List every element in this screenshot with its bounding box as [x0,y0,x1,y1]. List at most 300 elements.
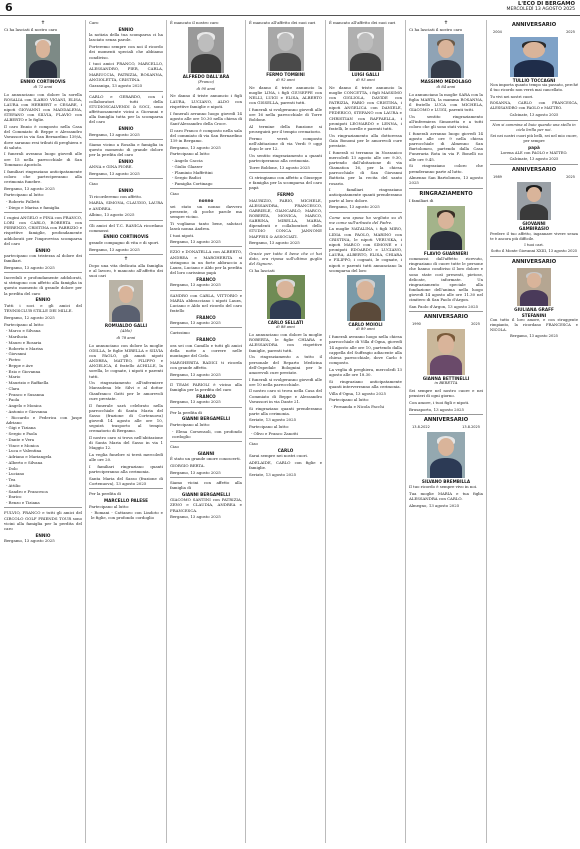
notice-text: Al termine della funzione si proseguirà per il tempio crematorio. [249,123,322,135]
notice-text: Per la perdita di [170,409,202,415]
notice-text: Carissimo [170,330,190,336]
mourner: - Roberto Falletti [6,199,40,205]
portrait-photo [517,182,551,220]
deceased-name: CARLO [277,447,294,453]
notice-text: Per la perdita di [89,491,121,497]
deceased-name: ENNIO [118,188,134,194]
notice-text: SANDRO con CARLA, VITTORIO e MARIA abbracciano i nipoti Laura, Luciano e Aldo nel ricordo del caro fratello [170,292,242,314]
place-date: Bergamo, 13 agosto 2025 [170,514,221,520]
notice-text: Lorena ALE con PAOLO e MATTEO. [500,150,568,155]
notice-text: Dopo una vita dedicata alla famiglia e al lavoro, è mancato all'affetto dei suoi cari [89,262,163,279]
notice-text: La veglia di preghiera, mercoledì 13 agosto alle ore 18.30. [329,366,402,377]
divider [89,139,163,140]
mourner: - Marco e Silvana [6,328,41,334]
divider [4,272,82,273]
notice-text: Il funerale sarà celebrato nella parrocchiale di Santa Maria del Sasso (frazione di Cortenuova) giovedì 14 agosto alle ore 10, seguirà trasporto al tempio crematorio di Bergamo. [89,402,163,434]
notice-text: Ciao [170,443,179,449]
place-date: Calcinate, 13 agosto 2025 [509,112,559,117]
divider [409,414,483,415]
mourner: - Vince e Monica [6,442,39,448]
divider [170,188,242,189]
portrait-photo [26,34,60,78]
deceased-name: LUIGI GALLI [351,72,380,78]
section-title: ANNIVERSARIO [511,258,557,265]
deceased-name: ENNIO [35,247,51,253]
newspaper-name: L'ECO DI BERGAMO [517,1,575,7]
cross-icon: ✝ [40,20,46,26]
notice-text: Partecipano al lutto: [329,397,370,403]
notice-text: Increduli e profondamente addolorati, si stringono con affetto alla famiglia in questo momento di grande dolore per la perdita del caro [4,275,82,296]
portrait-photo [267,275,305,319]
mourner: - Diego e Marisa e famiglia [6,204,60,210]
notice-text: Fermo verrà composto nell'abitazione di via Verdi 9 oggi dopo le ore 12. [249,135,322,152]
notice-text: Lo annunciano la moglie SARA con la figlia MARTA, la mamma ROSANNA, il fratello LUCA con MICHELA, GIACOMO e LUIGI, parenti tutti. [409,91,483,113]
portrait-photo [427,432,465,478]
portrait-photo [268,27,304,71]
married-name: in BERETTA [434,381,458,386]
place-date: Bergamo, 13 agosto 2025 [4,538,55,544]
notice-text: Lo annunciano con dolore la moglie ROBERTA, le figlie CHIARA e ALESSANDRA con rispettive famiglie, parenti tutti. [249,332,322,353]
notice-text: Siamo vicino a Rosalia e famiglia in questo momento di grande dolore per la perdita del caro [89,141,163,158]
notice-text: I funerali avranno luogo giovedì 14 agosto alle ore 10.30 nella chiesa di Sant'Alessandro della Croce. [170,110,242,126]
notice-text: Ciao [170,191,179,197]
notice-text: Un sentito ringraziamento a quanti parteciperanno alla cerimonia. [249,152,322,163]
intro-text: Ci ha lasciati [249,267,275,273]
notice-text: Sei nei nostri cuori più belli, sei nel mio cuore, per sempre [490,134,578,144]
cross-icon: ✝ [123,255,129,262]
deceased-name: GIOVANNI [522,220,546,226]
mourner: - Franco e Susanna [6,391,45,397]
column-3 [170,20,242,845]
place-date: Sotto il Monte Giovanni XXIII, 13 agosto 2025 [490,248,578,253]
divider [249,248,322,249]
mourner: - Giovanni [6,351,27,357]
notice-text: I funerali avranno luogo giovedì alle ore 15 nella parrocchiale di San Tommaso Apostolo. [4,151,82,167]
notice-text: EZIO e DONATELLA con ALBERTO, ANDREA e MARGHERITA si stringono in un forte abbraccio a Laura, Luciano e Aldo per la perdita del loro carissimo papà [170,249,242,276]
portrait-photo [510,37,558,77]
divider [89,91,163,92]
notice-text: Ne danno il triste annuncio i figli LAURA, LUCIANO, ALDO con rispettive famiglie e nipoti. [170,93,242,109]
portrait-photo [427,329,465,375]
place-date: Torre Boldone, 13 agosto 2025 [249,164,310,170]
notice-text: partecipano con tristezza al dolore dei familiari. [4,253,82,264]
notice-text: Sei sempre nel nostro cuore e nei pensieri di ogni giorno. [409,388,483,399]
age-text: di 92 anni [276,77,295,82]
notice-text: Sarai sempre nei nostri cuori. [249,453,308,459]
column-separator [486,20,487,843]
column-4 [249,20,322,845]
column-separator [325,20,326,843]
mourner: - Elena Corsensoli, con profondo cordoglio [172,428,242,439]
mourner: - Attilio [6,482,21,488]
deceased-name: ENNIO [118,158,134,164]
notice-text: Ci stringiamo con affetto a Giuseppe e famiglia per la scomparsa del caro papà [249,174,322,191]
page-number: 6 [5,1,13,14]
notice-text: ANNA e GINA FIORE. [89,164,133,170]
notice-text: MAURIZIO, FABIO, MICHELE, ALESSANDRA, FRANCESCO, GABRIELE, GIANCARLO, MARCO, ROBERTA, MONICA, MARCO, SABRINA, MIRELLA, MARIA, dipendenti e collaboratori dello STUDIO CONCA JANNONE MAFFEIS & ASSOCIATI. [249,197,322,239]
place-date: Bergamo, 13 agosto 2025 [89,246,140,252]
deceased-name: ENNIO CORTINOVIS [20,79,66,85]
divider [490,256,578,257]
date-to: 13.8.2025 [462,424,480,429]
mourner: - Tea [6,477,16,483]
date-to: 2025 [471,322,480,327]
place-date: Bergamo, 13 agosto 2025 [170,371,221,377]
section-title: RINGRAZIAMENTO [419,190,473,197]
notice-text: Ciao [89,181,98,187]
mourner: - Adriano e Mariangela [6,454,52,460]
divider [409,188,483,189]
intro-text: Ci ha lasciati il nostro caro [4,27,58,32]
column-2 [89,20,163,845]
place-date: Almegno, 13 agosto 2025 [409,502,460,508]
notice-text: La veglia funebre si terrà mercoledì alle ore 20. [89,452,163,463]
divider [89,488,163,489]
notice-text: ROSANNA, CARLO con FRANCESCA, ALESSANDRO con PAOLO e MATTEO. [490,101,578,111]
notice-text: commossi dall'affetto ricevuto, ringraziano di cuore tutte le persone che hanno condiviso il loro dolore e sono state così presenti, pietose, delicate, informate. Un ringraziamento speciale alla fondazione dell'anima nella luogo giovedì 14 agosto alle ore 11.30 nel cimitero di San Paolo d'Argon. [409,256,483,303]
place-date: Bergamo, 13 agosto 2025 [89,131,140,137]
place-date: Bergamo, 13 agosto 2025 [170,144,221,150]
notice-text: Ne danno il triste annuncio la moglie CONCETTA, i figli MASSIMO con GIGLIOLA, DAVIDE con PATRIZIA, FABIO con CRISTINA, i nipoti ANGELICA con DANIELE, FEDERICO, STEFANO con LAURA e CHRISTIAN con RAFFAELLA, i pronipoti LEONARDO e LENNA, i fratelli, le sorelle e parenti tutti. [329,84,402,131]
place-date: Bergamo, 13 agosto 2025 [509,334,559,339]
mourner: - Luca e Valentina [6,448,42,454]
mourner: - Alberto e Silvana [6,459,43,465]
place-date: Bergamo, 13 agosto 2025 [4,265,55,270]
deceased-name: FRANCO [196,393,216,399]
divider [4,212,82,213]
mourner: - Antonio e Giovanna [6,408,48,414]
notice-text: Partecipano al lutto: [170,421,211,427]
header-right [507,1,576,12]
notice-text: Il caro Franco è composto nella sala del commiato di via San Bernardino 139 in Bergamo. [170,127,242,143]
divider [89,220,163,221]
place-date: Santa Maria del Sasso (frazione di Cortenuova), 13 agosto 2025 [89,475,163,487]
column-separator [166,20,167,843]
section-title: ANNIVERSARIO [423,314,469,321]
mourner: - Olivo e Franco Zanotti [251,430,298,436]
divider [170,441,242,442]
notice-text: Partecipano al lutto: [4,192,45,198]
date-from: 13.8.2022 [412,424,430,429]
notice-text: I tuoi cari. [524,242,544,247]
column-5 [329,20,402,845]
date-from: 1990 [412,322,421,327]
mourner: - Enrico [6,494,22,500]
place-date: Bergamo, 13 agosto 2025 [329,204,380,210]
notice-text: La moglie NATALINA, i figli MIRO, LIDIA con PAOLO, MARINO con CRISTINA, le nipoti VERUSKA, i nipoti MARCO con SIMONE e i pronipoti EDOARDO e LUCIANO, LAURA, ALBERTO, ELISA, CHIARA e FILIPPO, i cognati, le cognate, i nipoti e parenti tutti annunciano la scomparsa del loro [329,226,402,273]
mourner: - Flaminio Maffettini [172,169,213,175]
deceased-name: papà [528,145,540,151]
anniversary-dates [409,425,483,430]
divider [170,246,242,247]
notice-text: Partecipano al lutto: [249,424,290,430]
notice-text: Con tutto il loro amore, e con struggente rimpianto, la ricordano FRANCESCA e NICOLA. [490,318,578,333]
anniversary-dates [490,175,578,180]
mourner: - Sandro e Francesca [6,488,48,494]
divider [170,327,242,328]
notice-text: Si ringraziano coloro che prenderanno parte al lutto. [409,163,483,174]
deceased-name: CARLO SELLATI [267,319,304,325]
mourner: - Sergio e Paola [6,431,37,437]
age-text: di 90 anni [196,86,216,91]
place-date: Villa d'Ogna, 13 agosto 2025 [329,390,386,396]
mourners-list [4,328,82,505]
mourner: - Riccardo e Federica con Jaspe Adriano [6,414,82,425]
deceased-name: GIANNI BERGAMELLI [181,416,231,422]
section-title: ANNIVERSARIO [423,417,469,424]
mourner: - Roberto e Marisa [6,345,43,351]
deceased-name: GIANNI BERGAMELLI [181,491,231,497]
mourner: - Ezio e Giovanna [6,368,41,374]
mourner: - Giulio Glazzer [172,163,203,169]
notice-text: Non importa quanto tempo sia passato, perché il tuo ricordo non verrà mai cancellato. [490,83,578,93]
mourner: - Dolo [6,465,18,471]
quote-text: Non si cammina al buio quando una stella in cielo brilla per noi. [492,122,576,132]
mourners-list [170,158,242,186]
divider [170,477,242,478]
place-date: Seriate, 13 agosto 2025 [249,472,297,478]
notice-text: Caro [89,20,99,25]
divider [490,120,578,121]
section-title: ANNIVERSARIO [511,166,557,173]
age-text: di 72 anni [33,84,53,89]
divider [249,438,322,439]
divider [170,407,242,408]
sidebar [490,20,578,845]
divider [249,172,322,173]
notice-text: FULVIO, FRANCO e tutti gli amici del CIRCOLO GOLF FRIENDS TOUR sono vicini alla famiglia per la perdita del caro [4,510,82,531]
place-date: Bergamo, 13 agosto 2025 [170,469,221,475]
notice-text: MARGHERITA RADICI ti ricorda con grande affetto. [170,359,242,370]
portrait-photo [348,27,384,71]
notice-text: I tuoi amici FRANCO, MARCELLO, ALESSANDRO, PIER, CARLA, MARIUCCIA, PATRIZIA, ROSANNA, ANGIOLETTA, CRISTINA. [89,61,163,82]
notice-text: Ti ricorderemo con affetto. [89,193,143,199]
deceased-surname: STEFANINI [521,312,547,318]
place-date: Calcinate, 13 agosto 2025 [509,156,559,161]
notice-text: Un ringraziamento a tutto il personale del Reparto Medicina dell'Ospedale Bolognini per le amorevoli cure prestate. [249,354,322,375]
notice-text: MARIA, SIMONA, CLAUDIO, LAURA e ANDREA. [89,200,163,211]
notice-text: Il caro Ennio è composto nella Casa del Commiato di Beppe e Alessandro Vavassori in via San Bernardino 139/A, dove saranno resi tributi di preghiera e di saluto. [4,124,82,150]
place-date: Bergamo, 12 agosto 2025 [4,314,55,320]
mourner: - Maurizio e Raffaella [6,380,49,386]
divider [89,254,163,255]
notice-text: grande compagno di vita e di sport. [89,239,160,245]
column-6 [409,20,483,845]
place-date: Gazzaniga, 13 agosto 2025 [89,83,143,89]
notice-text: ora sei con Camillo e tutti gli amici della notte a correre nelle montagne del Cielo. [170,342,242,359]
notice-text: Il tuo ricordo è sempre vivo in noi. [409,484,478,490]
place-date: Bergamo, 13 agosto 2025 [4,185,55,191]
anniversary-dates [490,30,578,35]
portrait-photo [427,206,465,250]
notice-text: GIACOMO SANTINI con PATRIZIA, ZENO e CLAUDIA, ANDREA e FRANCESCA. [170,497,242,513]
divider [89,178,163,179]
mourner: - Pietro [6,357,21,363]
notice-text: CARLO e GERARDO, con i collaboratori tutti della STUDIOSCALVENDI & SOCI, sono affettuosamente vicini a Giovanni e alla famiglia tutta per la scomparsa del caro [89,93,163,125]
deceased-name: CARLO MOIOLI [348,321,383,327]
section-title: ANNIVERSARIO [511,22,557,28]
deceased-name: MASSIMO MEDOLAGO [420,79,472,85]
notice-text: I funerali si svolgeranno giovedì alle ore 16 nella parrocchiale di Torre Boldone. [249,106,322,123]
page-header [0,0,580,16]
deceased-name: GIULIANA GRAFF [514,306,554,312]
notice-text: I tuoi nipoti. [170,232,195,238]
age-text: di 88 anni [276,325,295,330]
deceased-name: ENNIO [35,532,51,538]
mourner: - Mauro e Rosaria [6,339,42,345]
deceased-name: FERMO [277,191,294,197]
deceased-name: ENNIO CORTINOVIS [103,234,149,240]
column-1 [4,20,82,845]
deceased-name: ENNIO [118,26,134,32]
intro-text: Ci ha lasciati il nostro caro [409,27,463,32]
notice-text: I funerali avranno luogo giovedì 14 agosto alle ore 9 nella chiesa parrocchiale di Almenno San Bartolomeo, partendo dalla Casa Funeraria Rota in via F. Bonelli no alle ore 9.45. [409,130,483,162]
deceased-name: FRANCO [196,337,216,343]
mourner: - Dante e Vera [6,436,35,442]
notice-text: I familiari ringraziano anticipatamente quanti prenderanno parte al loro dolore. [329,187,402,203]
notice-text: Lo annunciano con dolore la sorella ROSALIA con ILARIO VIGANI, ELISA, LAURA con HERBERT e CESARE, i nipoti GIOVANNI con MADDALENA, STEFANO con SILVIA, FLAVIO con ALBERTO e le figlie. [4,91,82,123]
portrait-photo [428,34,464,78]
deceased-name: GIANNA BETTINELLI [422,375,470,381]
place-date: Bergamo, 13 agosto 2025 [170,239,221,245]
mourner: - Marilucia [6,334,28,340]
intro-text: È mancato all'affetto dei suoi cari [329,20,396,25]
notice-text: Perdere il tuo affetto, ingannare vivere senza te è ancora più difficile. [490,231,578,241]
deceased-surname: GAMBIRASIO [518,226,550,232]
divider [170,379,242,380]
quote-text: Grazie per tutto il bene che ci hai dato, ora riposa sull'ultima guglia del Signore. [249,250,322,266]
notice-text: Gli amici del T.C. RANICA ricordano commossi [89,222,163,233]
notice-text: Un ringraziamento alla dottoressa Gaia Bonomi per le amorevoli cure prestate. [329,132,402,148]
deceased-name: ROMUALDO GALLI [104,323,148,329]
issue-date: MERCOLEDÌ 13 AGOSTO 2025 [506,7,575,12]
portrait-photo [517,268,551,306]
date-from: 2004 [493,30,502,35]
deceased-name: FRANCO [196,314,216,320]
deceased-name: TULLIO TOCCAGNI [512,77,556,83]
date-from: 1989 [493,174,502,179]
notice-text: Un sentito ringraziamento all'infermiera Simonetta e a tutti coloro che gli sono stati vicini. [409,113,483,130]
portrait-photo [188,27,224,73]
divider [490,164,578,165]
notice-text: Il nostro caro si trova nell'abitazione di Santa Maria del Sasso in via 1 Maggio 12. [89,435,163,451]
date-to: 2025 [566,174,575,179]
deceased-name: MARCELLO PALESE [103,498,149,503]
intro-text: È mancato all'affetto dei suoi cari [249,20,316,25]
mourner: - Famiglia Cortinago [172,181,213,187]
deceased-name: ENNIO [118,126,134,132]
notice-text: Con amore, i tuoi figli e nipoti. [409,400,470,406]
notice-text: I cugini ANGELO e PINA con FRANCO, LORI con CARLO, ROBERTA con PIERENZO, CRISTINA con FABRIZIO e rispettive famiglie, profondamente addolorati per l'improvvisa scomparsa del caro [4,215,82,246]
portrait-photo [347,275,385,321]
mourner: - Angelo Caccia [172,158,203,164]
notice-text: Il nostro caro si trova nella Casa del Commiato di Beppe e Alessandro Vavassori in via Dante 21. [249,388,322,404]
notice-text: Siamo vicini con affetto alla famiglia di [170,479,242,490]
mourner: - Luciano [6,471,25,477]
notice-text: I funerali avranno luogo nella chiesa parrocchiale di Villa d'Ogna, giovedì 14 agosto alle ore 10, partendo dalla cappella del Suffragio adiacente alla chiesa parrocchiale, dove Carlo è composto. [329,334,402,366]
mourner: - Renzo e Tiziana [6,500,40,506]
age-text: di 78 anni [116,335,136,340]
notice-text: Tu vivi nei nostri cuori. [490,94,534,99]
mourner: - Romani - Cattaneo con Lindoto e le figlie, con profondo cordoglio [91,510,163,521]
place-date: Bergamo, 13 agosto 2025 [170,282,221,288]
deceased-name: GIANNI [197,450,215,456]
place-date: Bergamo, 13 agosto 2025 [89,171,140,177]
age-text: di 93 anni [356,77,375,82]
notice-text: I familiari ringraziano quanti parteciperanno alla cerimonia. [89,464,163,475]
notice-text: Partecipano al lutto: [89,503,130,509]
deceased-name: FLAVIO GUARNIERI [423,250,469,256]
cross-icon: ✝ [443,20,449,26]
anniversary-dates [409,322,483,327]
portrait-photo [109,280,143,322]
mourner: - Paola [6,397,20,403]
column-separator [85,20,86,843]
notice-text: Ne danno il triste annuncio la moglie LINA, i figli GIUSEPPE con NELLI, LUIGI e ELISA, ALBERTO con GISSELLA, parenti tutti. [249,84,322,106]
notice-text: I funerali si terranno in Nozzanico mercoledì 13 agosto alle ore 9.30, partendo dall'abitazione di via Giamatica 16, per la chiesa parrocchiale di San Giovanni Battista per la recita del santo rosario. [329,149,402,186]
place-date: Seriate, 13 agosto 2025 [249,417,297,423]
notice-text: Un ringraziamento all'infermiere Marzadena Mr. Silvi e al dottor Gianfranco Gatti per le amorevoli cure prestate. [89,380,163,401]
notice-text: Porteremo sempre con noi il ricordo dei momenti speciali che abbiamo condiviso. [89,44,163,60]
deceased-name: ENNIO [35,297,51,303]
deceased-name: FERMO TOMBINI [266,72,305,78]
place-date: Almenno San Bartolomeo, 13 agosto 2025 [409,175,483,186]
notice-text: È stato un grande onore conoscerti. [170,456,241,462]
place-date: Brusaporto, 13 agosto 2025 [409,406,464,412]
notice-text: Si ringraziano anticipatamente quanti interverranno alla cerimonia. [329,378,402,389]
divider [4,507,82,508]
deceased-name: FRANCO [196,276,216,282]
mourners-list [4,199,82,210]
nickname: (Aldo) [120,328,132,333]
notice-text: Partecipano al lutto: [170,151,211,157]
notice-text: Lo annunciano con dolore la moglie ODILLA, le figlie MIRELLA e SILVIA con PAOLO, gli amati nipoti ANDREA, MATTEO, FILIPPO e ANGELICA, il fratello ACHILLE, la sorella, le cognate, i nipoti e parenti tutti. [89,342,163,379]
quote-text: Come una sposa ha vegliato su di me come sull'arbusto del Padre. [329,214,402,225]
notice-text: ADELAIDE, CARLO con figlie e famiglie. [249,460,322,471]
mourner: - Mario [6,374,21,380]
notice-text: I familiari di [409,198,434,204]
intro-text: È mancato il nostro caro [170,20,219,25]
mourner: - Fernanda e Nicola Facchi [331,404,384,410]
notice-text: Si ringraziano quanti prenderanno parte alla cerimonia. [249,405,322,416]
divider [409,311,483,312]
mourner: - Sergio Badici [172,175,202,181]
place-date: Bergamo, 13 agosto 2025 [170,320,221,326]
notice-text: Il TEAM FARIOLI è vicino alla famiglia per la perdita del caro [170,381,242,393]
date-to: 2025 [566,30,575,35]
place-date: San Paolo d'Argon, 13 agosto 2025 [409,304,479,310]
place-date: Albino, 13 agosto 2025 [89,212,135,218]
notice-text: Tutti i soci e gli amici del TENNISCLUB STILLE DEI MILLE. [4,302,82,314]
notice-text: Partecipano al lutto: [4,321,45,327]
divider [329,212,402,213]
notice-text: sei stato un nonno davvero presente, di poche parole ma sempre vicino. [170,203,242,219]
mourner: - Beppe e Ave [6,362,33,368]
mourner: - Gigi e Tiziana [6,425,36,431]
age-text: di 84 anni [436,84,456,89]
mourner: - Clara [6,385,20,391]
deceased-name: ALFREDO DALL'ARA [182,74,230,80]
notice-text: I familiari ringraziano anticipatamente coloro che parteciperanno alla cerimonia funebre. [4,168,82,184]
notice-text: GIORGIO BERTA. [170,462,205,468]
notice-text: Ti vogliamo tanto bene, salutaci lassù nonna Andrea. [170,220,242,231]
age-text: di 89 anni [356,327,375,332]
notice-text: I funerali si svolgeranno giovedì alle ore 10 nella parrocchiale. [249,376,322,387]
deceased-name: nonno [198,198,214,204]
divider [170,290,242,291]
mourner: - Angelo e Monica [6,403,42,409]
notice-text: Ciao [249,441,258,447]
